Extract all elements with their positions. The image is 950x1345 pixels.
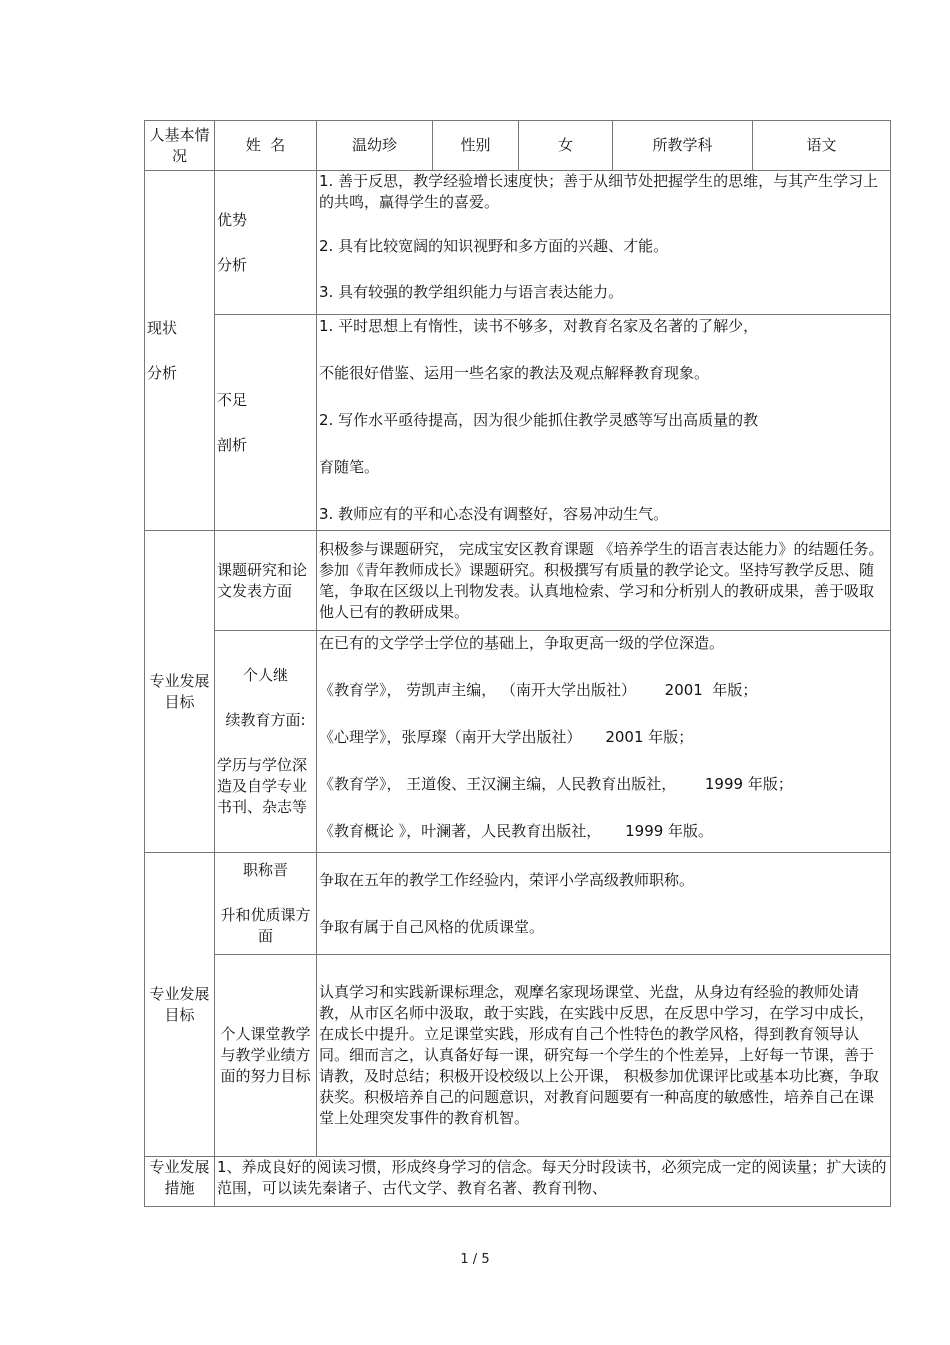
weaknesses-label-line2: 剖析 (217, 435, 248, 454)
classroom-label: 个人课堂教学与教学业绩方面的努力目标 (215, 955, 317, 1157)
strengths-label (215, 171, 317, 315)
education-label-line1: 个人继 (242, 666, 288, 684)
title-label-line2: 升和优质课方面 (220, 906, 311, 945)
page-number: 1 / 5 (460, 1252, 490, 1267)
subject-value: 语文 (753, 121, 891, 171)
strengths-label-line2: 分析 (217, 255, 248, 274)
measures-row (145, 1157, 891, 1207)
book-line: 《教育学》， 王道俊、王汉澜主编，人民教育出版社， 1999 年版； (319, 775, 793, 793)
classroom-content: 认真学习和实践新课标理念，观摩名家现场课堂、光盘，从身边有经验的教师处请教，从市区名师中汲取，敢于实践，在实践中反思，在反思中学习，在学习中成长，在成长中提升。立足课堂实践，形成有自己个性特色的教学风格，得到教育领导认同。细而言之，认真备好每一课，研究每一个学生的个性差异，上好每一节课，善于请教，及时总结；积极开设校级以上公开课， 积极参加优课评比或基本功比赛，争取获奖。积极培养自己的问题意识，对教育问题要有一种高度的敏感性，培养自己在课堂上处理突发事件的教育机智。 (317, 955, 891, 1157)
weaknesses-label-line1: 不足 (217, 390, 248, 409)
title-line: 争取有属于自己风格的优质课堂。 (319, 917, 545, 936)
education-label-line2: 续教育方面: (225, 711, 306, 729)
strength-item: 3. 具有较强的教学组织能力与语言表达能力。 (319, 283, 624, 301)
weakness-line: 不能很好借鉴、运用一些名家的教法及观点解释教育现象。 (319, 364, 710, 382)
name-value: 温幼珍 (317, 121, 433, 171)
book-line: 《心理学》，张厚璨（南开大学出版社） 2001 年版； (319, 728, 694, 746)
weakness-line: 2. 写作水平亟待提高，因为很少能抓住教学灵感等写出高质量的教 (319, 411, 759, 429)
strength-item: 2. 具有比较宽阔的知识视野和多方面的兴趣、才能。 (319, 237, 669, 255)
strengths-label-line1: 优势 (217, 210, 248, 229)
weakness-line: 3. 教师应有的平和心态没有调整好，容易冲动生气。 (319, 505, 669, 523)
book-line: 《教育概论 》，叶澜著，人民教育出版社， 1999 年版。 (319, 822, 714, 840)
title-row (145, 853, 891, 955)
weaknesses-row (145, 315, 891, 531)
education-line: 在已有的文学学士学位的基础上，争取更高一级的学位深造。 (319, 634, 725, 652)
plan-table (144, 120, 891, 1207)
goals1-label: 专业发展目标 (145, 531, 215, 853)
measures-label: 专业发展措施 (145, 1157, 215, 1207)
measures-content: 1、养成良好的阅读习惯，形成终身学习的信念。每天分时段读书，必须完成一定的阅读量；扩大读的范围，可以读先秦诸子、古代文学、教育名著、教育刊物、 (215, 1157, 891, 1207)
status-analysis-label (145, 171, 215, 531)
education-label (215, 631, 317, 853)
title-content (317, 853, 891, 955)
title-line: 争取在五年的教学工作经验内，荣评小学高级教师职称。 (319, 870, 695, 889)
subject-label: 所教学科 (613, 121, 753, 171)
weakness-line: 育随笔。 (319, 458, 380, 476)
education-label-line3: 学历与学位深造及自学专业书刊、杂志等 (217, 756, 308, 816)
basic-info-label: 人基本情况 (145, 121, 215, 171)
strengths-content (317, 171, 891, 315)
education-row (145, 631, 891, 853)
name-label: 姓 名 (215, 121, 317, 171)
status-label-line1: 现状 (147, 318, 178, 337)
goals2-label: 专业发展目标 (145, 853, 215, 1157)
research-content: 积极参与课题研究， 完成宝安区教育课题 《培养学生的语言表达能力》的结题任务。参加《青年教师成长》课题研究。积极撰写有质量的教学论文。坚持写教学反思、随笔，争取在区级以上刊物发表。认真地检索、学习和分析别人的教研成果，善于吸取他人已有的教研成果。 (317, 531, 891, 631)
weaknesses-content (317, 315, 891, 531)
gender-label: 性别 (433, 121, 519, 171)
research-row (145, 531, 891, 631)
education-content (317, 631, 891, 853)
title-label-line1: 职称晋 (242, 861, 288, 879)
weakness-line: 1. 平时思想上有惰性，读书不够多，对教育名家及名著的了解少， (319, 317, 759, 335)
basic-info-row (145, 121, 891, 171)
strength-item: 1. 善于反思，教学经验增长速度快；善于从细节处把握学生的思维，与其产生学习上的共鸣，赢得学生的喜爱。 (319, 172, 879, 211)
gender-value: 女 (519, 121, 613, 171)
classroom-row (145, 955, 891, 1157)
title-label (215, 853, 317, 955)
strengths-row (145, 171, 891, 315)
status-label-line2: 分析 (147, 363, 178, 382)
research-label: 课题研究和论文发表方面 (215, 531, 317, 631)
book-line: 《教育学》， 劳凯声主编， （南开大学出版社） 2001 年版； (319, 681, 758, 699)
weaknesses-label (215, 315, 317, 531)
